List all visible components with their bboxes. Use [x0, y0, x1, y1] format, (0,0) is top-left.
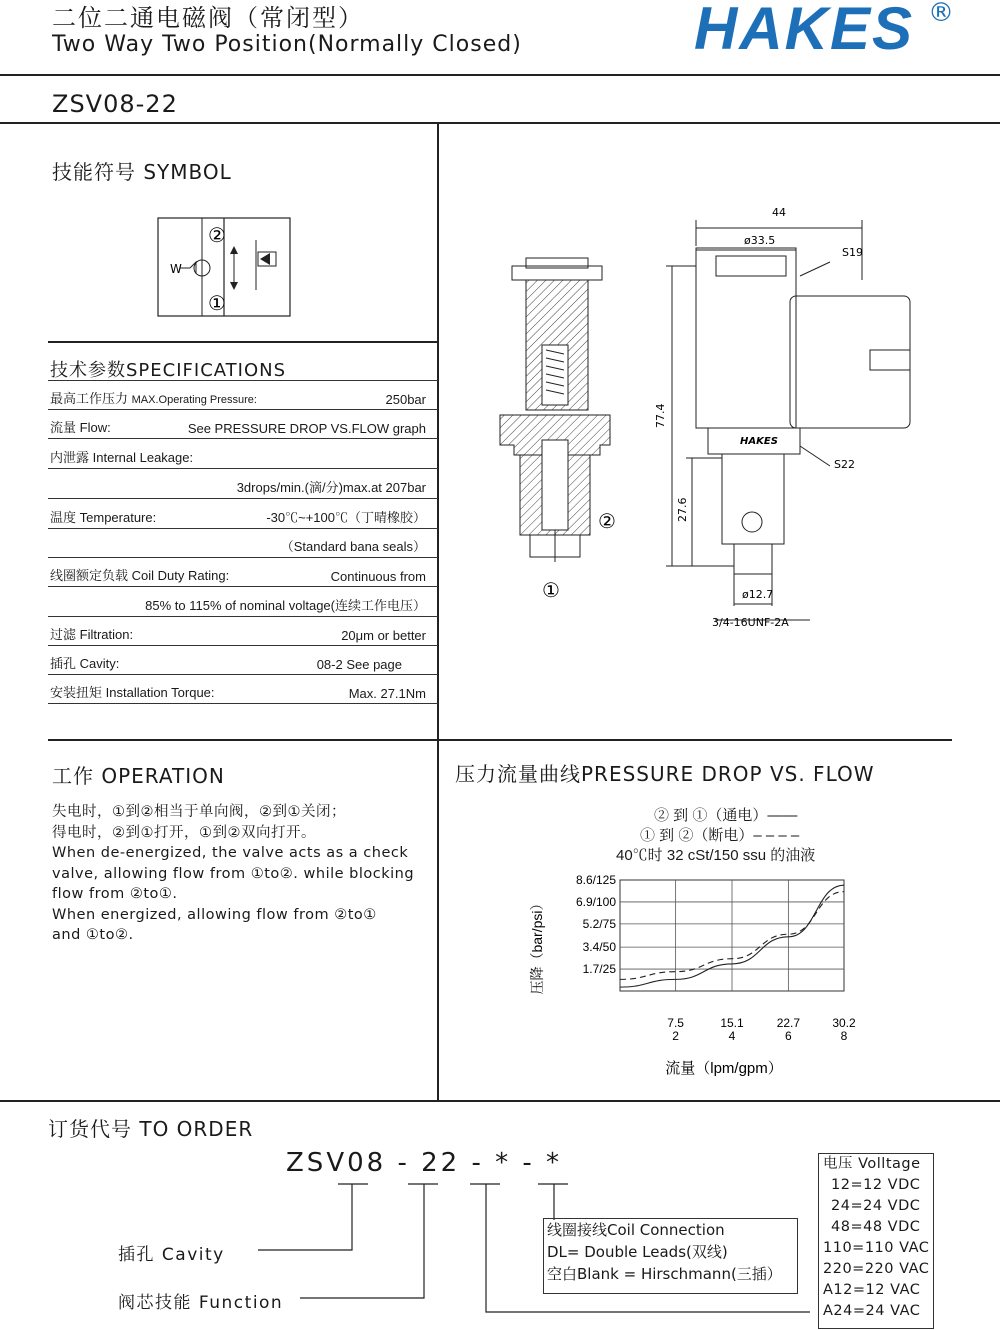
model-number: ZSV08-22: [52, 90, 178, 118]
chart-x-tick-lpm: 30.2: [832, 1016, 856, 1030]
drawing-port-2: ②: [598, 509, 616, 533]
chart-x-tick-lpm: 15.1: [720, 1016, 744, 1030]
chart-x-tick-gpm: 4: [728, 1029, 736, 1043]
operation-line: When de-energized, the valve acts as a check: [52, 845, 409, 861]
coil-dl: DL= Double Leads(双线): [547, 1243, 728, 1261]
voltage-option: 220=220 VAC: [823, 1261, 930, 1277]
chart-x-label: 流量（lpm/gpm）: [665, 1060, 783, 1077]
function-label: 阀芯技能 Function: [118, 1293, 284, 1313]
coil-brand-label: HAKES: [740, 436, 778, 447]
operation-line: When energized, allowing flow from ②to①: [52, 906, 377, 923]
operation-line: 得电时，②到①打开，①到②双向打开。: [52, 824, 316, 841]
dim-27-6: 27.6: [676, 497, 689, 522]
coil-title: 线圈接线Coil Connection: [547, 1221, 725, 1239]
spec-row-leakage-value: 3drops/min.(滴/分)max.at 207bar: [48, 470, 438, 499]
chart-y-tick: 3.4/50: [582, 940, 616, 955]
chart-x-tick-gpm: 8: [840, 1029, 848, 1043]
page-title-cn: 二位二通电磁阀（常闭型）: [52, 4, 364, 32]
operation-line: and ①to②.: [52, 927, 134, 943]
pressure-flow-chart: [520, 868, 870, 1088]
mid-divider: [48, 739, 952, 741]
chart-y-tick: 8.6/125: [575, 873, 616, 887]
spec-row-cavity: 插孔 Cavity: 08-2 See page: [48, 646, 438, 675]
coil-blank: 空白Blank = Hirschmann(三插）: [547, 1265, 782, 1283]
curve-legend-deenergized: ① 到 ②（断电）– – – –: [640, 827, 800, 844]
operation-line: flow from ②to①.: [52, 886, 178, 902]
spec-row-filtration: 过滤 Filtration: 20μm or better: [48, 617, 438, 646]
voltage-box: [818, 1153, 934, 1329]
voltage-option: 110=110 VAC: [823, 1240, 930, 1256]
curve-legend-oil: 40℃时 32 cSt/150 ssu 的油液: [616, 847, 816, 864]
operation-line: valve, allowing flow from ①to②. while blocking: [52, 865, 415, 882]
spec-row-temperature: 温度 Temperature: -30℃~+100℃（丁晴橡胶）: [48, 500, 438, 529]
page-title-en: Two Way Two Position(Normally Closed): [52, 32, 522, 57]
spec-heading: 技术参数SPECIFICATIONS: [50, 360, 287, 381]
dim-44: 44: [772, 206, 786, 219]
registered-mark: ®: [928, 0, 954, 28]
chart-x-tick-gpm: 6: [785, 1029, 792, 1043]
dim-33-5: ø33.5: [744, 234, 776, 247]
spec-row-torque: 安装扭矩 Installation Torque: Max. 27.1Nm: [48, 675, 438, 704]
dim-s19: S19: [842, 246, 863, 259]
chart-y-tick: 6.9/100: [575, 894, 616, 909]
cavity-label: 插孔 Cavity: [118, 1245, 225, 1265]
dim-12-7: ø12.7: [742, 588, 774, 601]
dim-77-4: 77.4: [654, 403, 667, 428]
spec-row-temperature-seals: （Standard bana seals）: [48, 529, 438, 558]
curve-legend-energized: ② 到 ①（通电）——: [654, 807, 798, 824]
dim-s22: S22: [834, 458, 855, 471]
voltage-option: 12=12 VDC: [831, 1177, 921, 1193]
spring-label: W: [170, 262, 182, 276]
voltage-option: A12=12 VAC: [823, 1282, 921, 1298]
valve-drawing: [490, 200, 930, 629]
chart-y-tick: 1.7/25: [582, 962, 616, 977]
order-code: ZSV08 - 22 - * - *: [286, 1148, 563, 1178]
spec-row-duty-voltage: 85% to 115% of nominal voltage(连续工作电压）: [48, 588, 438, 617]
voltage-title: 电压 Volltage: [823, 1156, 921, 1172]
symbol-port-1: ①: [208, 291, 226, 315]
spec-row-leakage: 内泄露 Internal Leakage:: [48, 440, 438, 469]
operation-heading: 工作 OPERATION: [52, 764, 225, 788]
chart-y-label: 压降（bar/psi）: [529, 896, 545, 995]
voltage-option: 48=48 VDC: [831, 1219, 921, 1235]
chart-x-tick-lpm: 22.7: [776, 1016, 801, 1030]
model-divider: [0, 122, 1000, 124]
operation-line: 失电时，①到②相当于单向阀，②到①关闭；: [52, 804, 346, 820]
chart-y-tick: 5.2/75: [582, 916, 616, 931]
coil-connection-box: [543, 1218, 798, 1294]
operation-text: [52, 802, 437, 946]
drawing-port-1: ①: [542, 578, 560, 602]
header-divider: [0, 74, 1000, 76]
voltage-option: 24=24 VDC: [831, 1198, 921, 1214]
symbol-heading: 技能符号 SYMBOL: [52, 160, 232, 184]
spec-top-line: [48, 341, 438, 343]
brand-logo: HAKES: [694, 0, 915, 62]
chart-x-tick-gpm: 2: [672, 1029, 679, 1043]
valve-symbol: [150, 210, 300, 325]
voltage-option: A24=24 VAC: [823, 1303, 921, 1319]
chart-x-tick-lpm: 7.5: [667, 1016, 684, 1030]
symbol-port-2: ②: [208, 223, 226, 247]
curve-heading: 压力流量曲线PRESSURE DROP VS. FLOW: [455, 762, 875, 786]
order-divider: [0, 1100, 1000, 1102]
order-heading: 订货代号 TO ORDER: [48, 1117, 254, 1141]
spec-row-pressure: 最高工作压力 MAX.Operating Pressure: 250bar: [48, 380, 438, 410]
dim-thread: 3/4-16UNF-2A: [712, 616, 789, 629]
spec-row-duty: 线圈额定负载 Coil Duty Rating: Continuous from: [48, 558, 438, 587]
spec-row-flow: 流量 Flow: See PRESSURE DROP VS.FLOW graph: [48, 410, 438, 439]
